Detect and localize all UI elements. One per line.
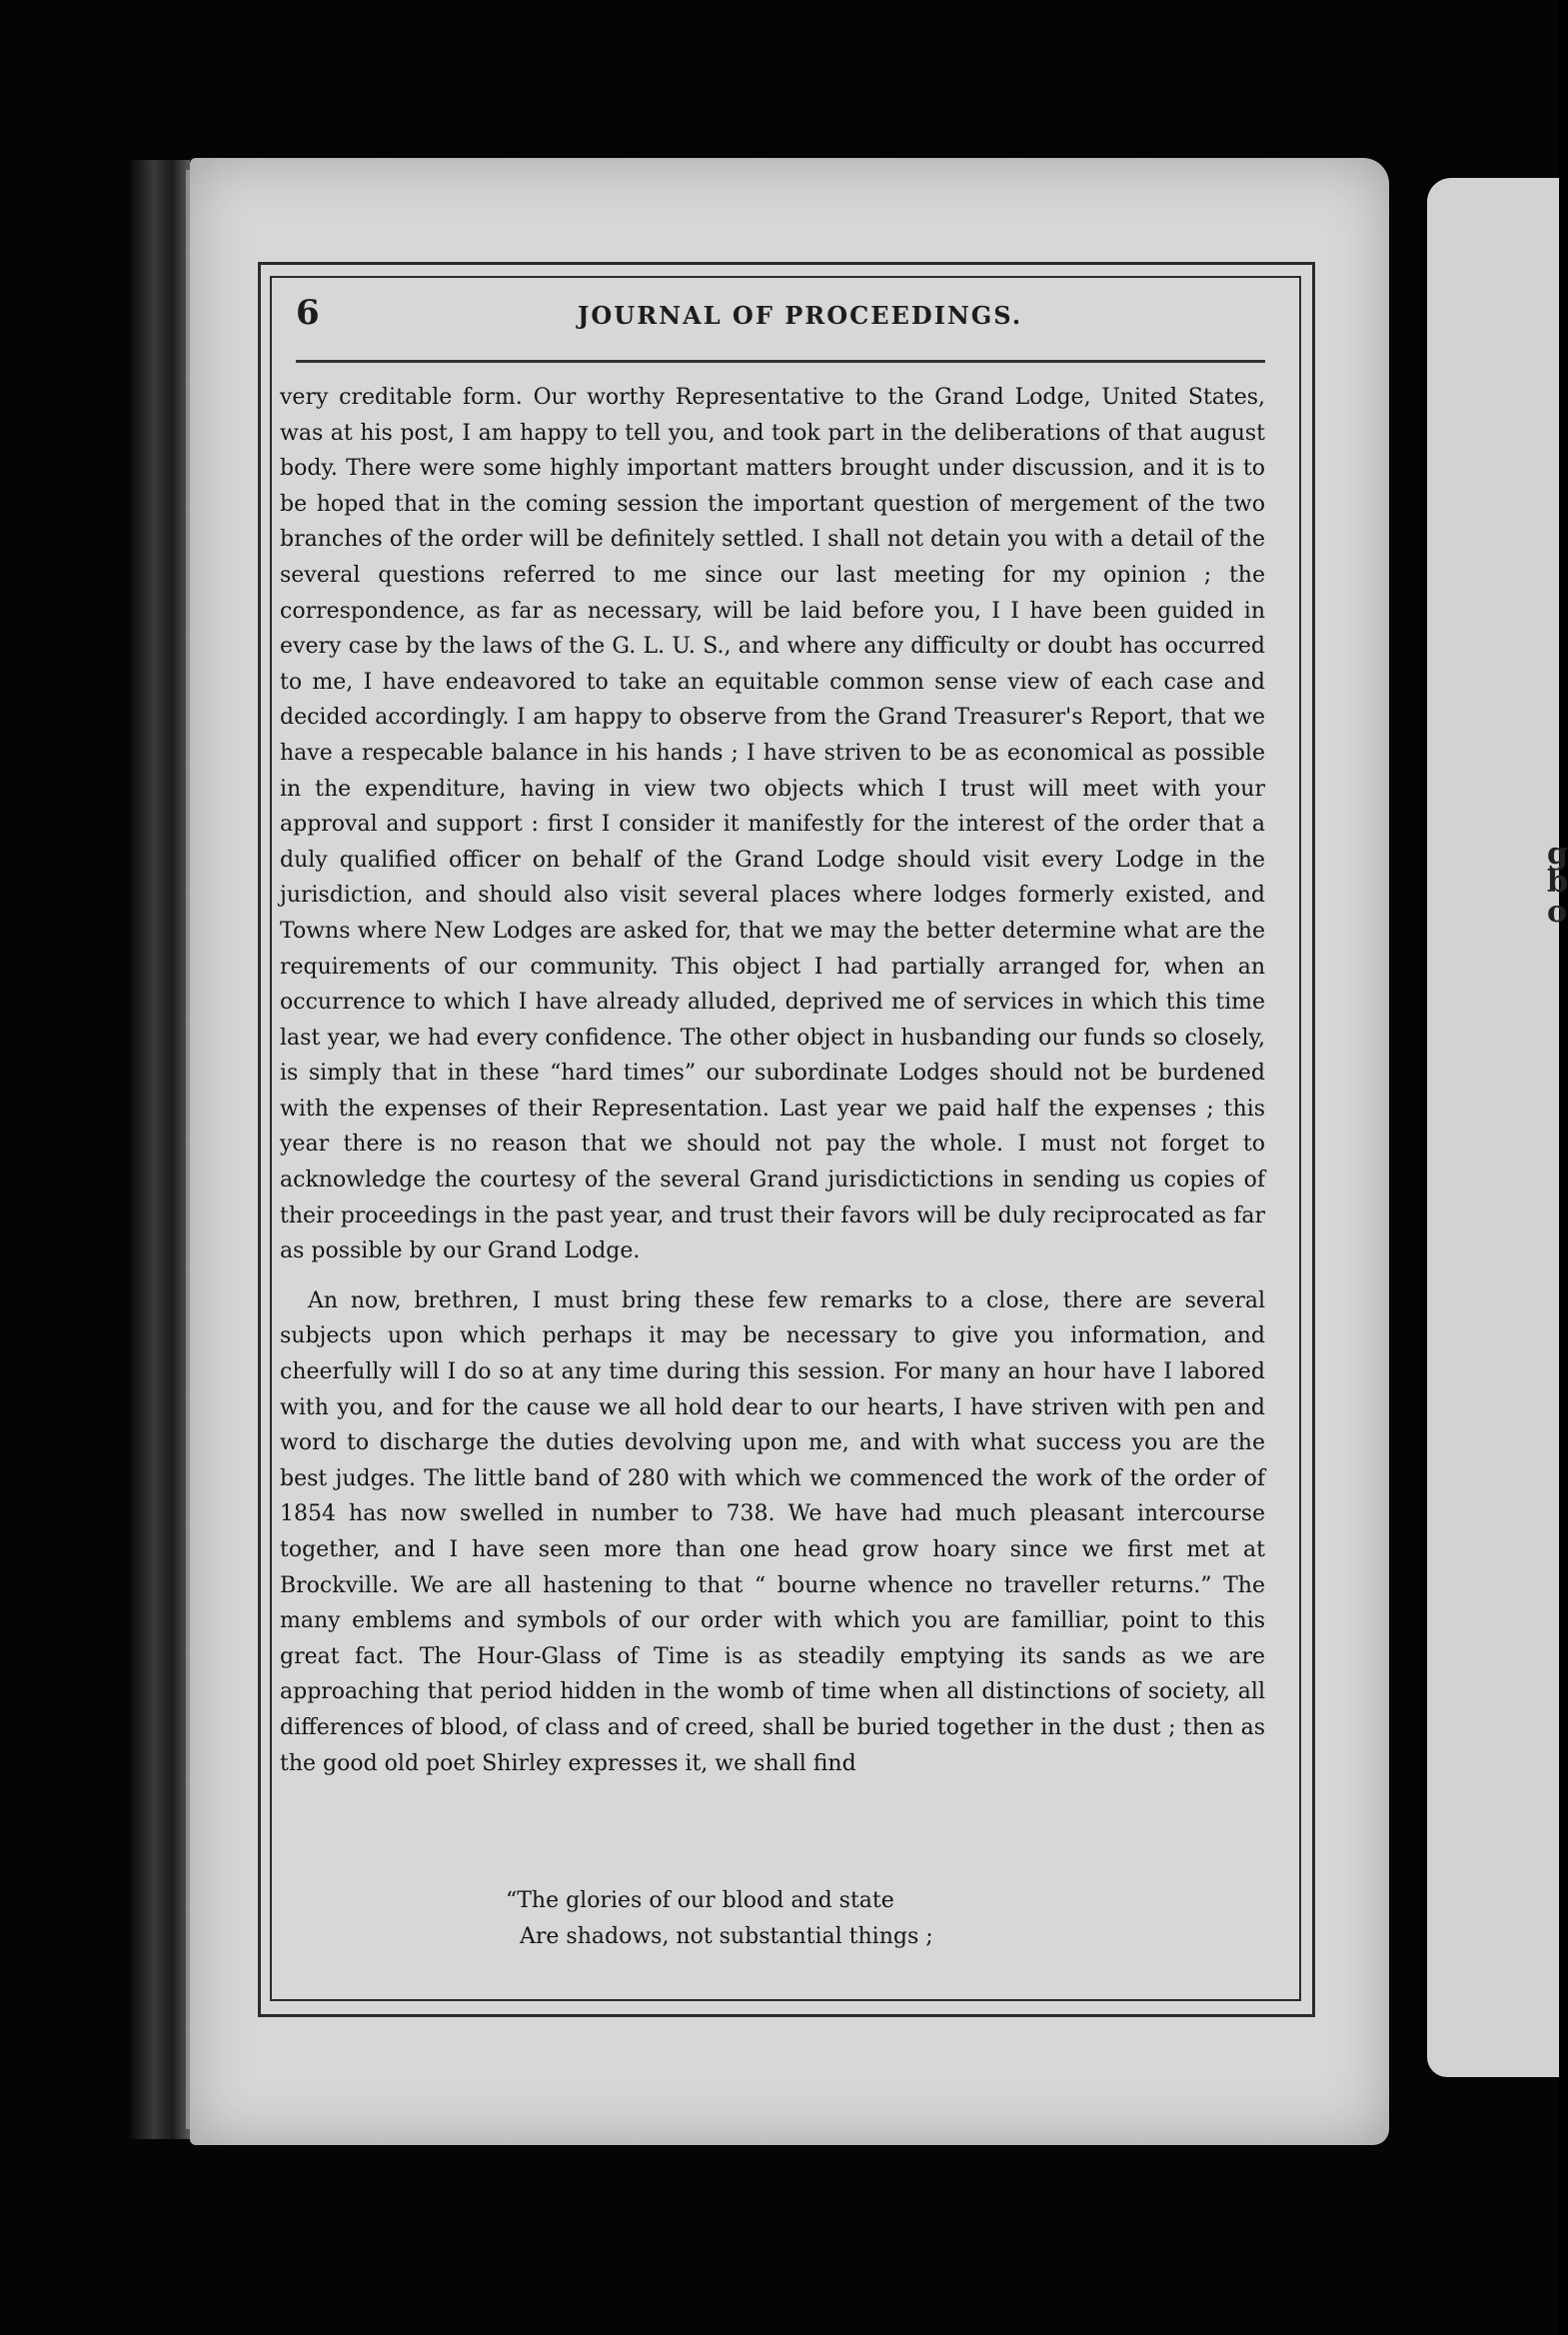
page-header <box>296 293 1265 333</box>
adjacent-page <box>1427 178 1568 2077</box>
book-binding <box>130 160 190 2139</box>
poem-quote <box>506 1883 933 1955</box>
running-head: JOURNAL OF PROCEEDINGS. <box>578 301 1023 330</box>
header-rule <box>296 360 1265 363</box>
adjacent-page-fragment: o <box>1547 895 1568 930</box>
body-text <box>280 380 1265 1781</box>
paragraph: very creditable form. Our worthy Representative to the Grand Lodge, United States, was at his post, I am happy to tell you, and took part in the deliberations of that august body. There were some highly important matters brought under discussion, and it is to be hoped that in the coming session the important question of mergement of the two branches of the order will be definitely settled. I shall not detain you with a detail of the several questions referred to me since our last meeting for my opinion ; the correspondence, as far as necessary, will be laid before you, I I have been guided in every case by the laws of the G. L. U. S., and where any difficulty or doubt has occurred to me, I have endeavored to take an equitable common sense view of each case and decided accordingly. I am happy to observe from the Grand Treasurer's Report, that we have a respecable balance in his hands ; I have striven to be as economical as possible in the expenditure, having in view two objects which I trust will meet with your approval and support : first I consider it manifestly for the interest of the order that a duly qualified officer on behalf of the Grand Lodge should visit every Lodge in the jurisdiction, and should also visit several places where lodges formerly existed, and Towns where New Lodges are asked for, that we may the better determine what are the requirements of our community. This object I had partially arranged for, when an occurrence to which I have already alluded, deprived me of services in which this time last year, we had every confidence. The other object in husbanding our funds so closely, is simply that in these “hard times” our subordinate Lodges should not be burdened with the expenses of their Representation. Last year we paid half the expenses ; this year there is no reason that we should not pay the whole. I must not forget to acknowledge the courtesy of the several Grand jurisdictictions in sending us copies of their proceedings in the past year, and trust their favors will be duly reciprocated as far as possible by our Grand Lodge. <box>280 385 1265 1264</box>
adjacent-page-fragment: b <box>1547 865 1568 900</box>
adjacent-page-fragment: g <box>1547 837 1568 872</box>
quote-line: Are shadows, not substantial things ; <box>520 1924 933 1949</box>
quote-line: “The glories of our blood and state <box>506 1888 894 1913</box>
paragraph: An now, brethren, I must bring these few remarks to a close, there are several subjects upon which perhaps it may be necessary to give you information, and cheerfully will I do so at any time during this session. For many an hour have I labored with you, and for the cause we all hold dear to our hearts, I have striven with pen and word to discharge the duties devolving upon me, and with what success you are the best judges. The little band of 280 with which we commenced the work of the order of 1854 has now swelled in number to 738. We have had much pleasant intercourse together, and I have seen more than one head grow hoary since we first met at Brockville. We are all hastening to that “ bourne whence no traveller returns.” The many emblems and symbols of our order with which you are familliar, point to this great fact. The Hour-Glass of Time is as steadily emptying its sands as we are approaching that period hidden in the womb of time when all distinctions of society, all differences of blood, of class and of creed, shall be buried together in the dust ; then as the good old poet Shirley expresses it, we shall find <box>280 1287 1265 1776</box>
page-number: 6 <box>296 293 320 333</box>
